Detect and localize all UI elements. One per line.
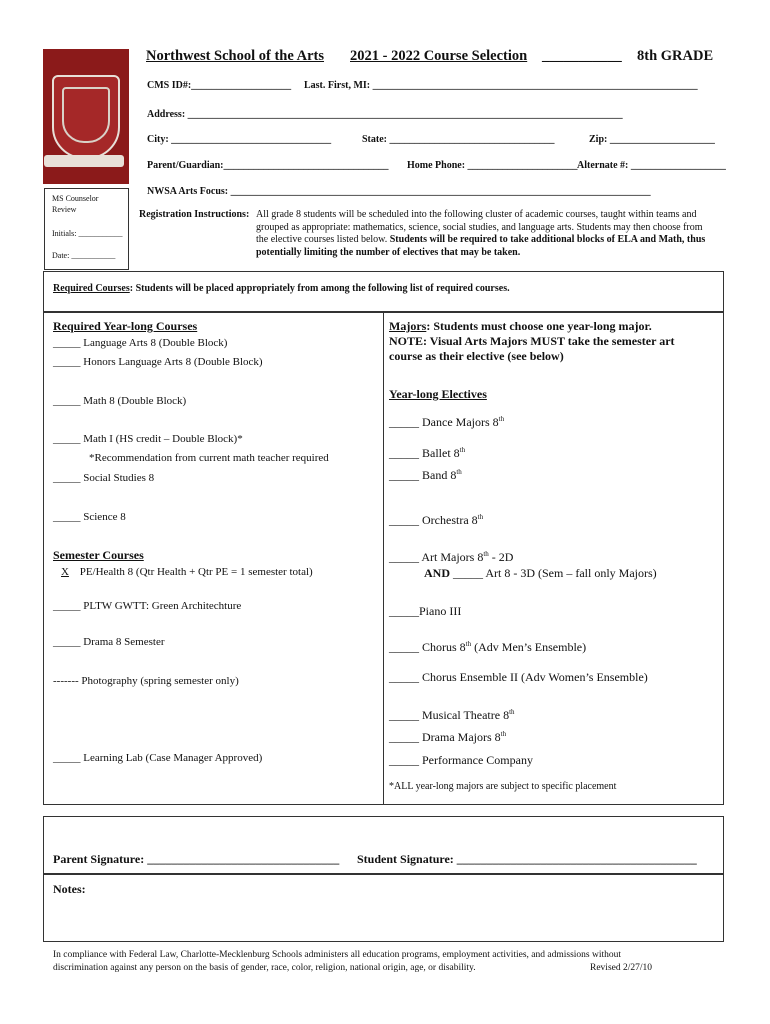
elective-band[interactable]: _____ Band 8th — [389, 468, 462, 482]
cms-id-field[interactable]: CMS ID#:____________________ — [147, 80, 292, 91]
school-logo — [43, 49, 129, 184]
math-recommendation-note: *Recommendation from current math teacher required — [89, 452, 329, 464]
course-math-1[interactable]: _____ Math I (HS credit – Double Block)* — [53, 433, 243, 445]
course-pe-health[interactable]: X PE/Health 8 (Qtr Health + Qtr PE = 1 semester total) — [53, 566, 313, 578]
zip-field[interactable]: Zip: _____________________ — [589, 134, 715, 145]
elective-drama-majors[interactable]: _____ Drama Majors 8th — [389, 730, 507, 744]
footer-compliance-line1: In compliance with Federal Law, Charlotte-Mecklenburg Schools administers all education programs, employment activities, and admissions without — [53, 950, 622, 960]
required-courses-label: Required Courses — [53, 283, 130, 294]
signature-box — [43, 816, 724, 874]
course-selection-title: 2021 - 2022 Course Selection — [350, 48, 528, 64]
yearlong-courses-title: Required Year-long Courses — [53, 319, 198, 333]
elective-musical-theatre[interactable]: _____ Musical Theatre 8th — [389, 708, 515, 722]
course-drama-semester[interactable]: _____ Drama 8 Semester — [53, 636, 165, 648]
course-social-studies[interactable]: _____ Social Studies 8 — [53, 472, 155, 484]
address-field[interactable]: Address: _______________________________________________________________________________________ — [147, 109, 623, 120]
semester-courses-title: Semester Courses — [53, 548, 144, 562]
parent-signature-field[interactable]: Parent Signature: ________________________________ — [53, 852, 340, 866]
majors-placement-note: *ALL year-long majors are subject to specific placement — [389, 781, 617, 792]
state-field[interactable]: State: _________________________________ — [362, 134, 555, 145]
counselor-initials-field[interactable]: Initials: ___________ — [52, 229, 123, 238]
crest-icon — [52, 75, 120, 159]
course-pltw[interactable]: _____ PLTW GWTT: Green Architechture — [53, 600, 242, 612]
counselor-review-box — [44, 188, 129, 270]
pe-selected-mark: X — [61, 566, 69, 578]
counselor-title: MS Counselor — [52, 194, 99, 203]
parent-guardian-field[interactable]: Parent/Guardian:_________________________________ — [147, 160, 389, 171]
registration-text: All grade 8 students will be scheduled into the following cluster of academic courses, taught within teams and grouped as appropriate: mathematics, science, social studies, and language arts. Students may then choose from the elective courses listed below. Students will be required to take additional blocks of ELA and Math, thus potentially limiting the number of electives that may be taken. — [256, 209, 706, 258]
required-courses-text: : Students will be placed appropriately from among the following list of required courses. — [129, 283, 510, 294]
school-name: Northwest School of the Arts — [146, 48, 325, 64]
city-field[interactable]: City: ________________________________ — [147, 134, 332, 145]
course-learning-lab[interactable]: _____ Learning Lab (Case Manager Approved) — [53, 752, 263, 764]
required-courses-box — [43, 271, 724, 312]
elective-piano[interactable]: _____Piano III — [389, 604, 462, 618]
yearlong-electives-title: Year-long Electives — [389, 387, 487, 401]
alternate-phone-field[interactable]: Alternate #: ___________________ — [577, 160, 726, 171]
notes-box[interactable] — [43, 874, 724, 942]
elective-art-2d[interactable]: _____ Art Majors 8th - 2D — [389, 550, 514, 564]
course-photography[interactable]: ------- Photography (spring semester only) — [53, 675, 239, 687]
header-blank: ___________ — [542, 48, 622, 64]
footer-compliance-line2: discrimination against any person on the basis of gender, race, color, religion, national origin, age, or disability. — [53, 963, 476, 973]
majors-instructions: Majors: Students must choose one year-long major. NOTE: Visual Arts Majors MUST take the semester art course as their elective (see below) — [389, 319, 675, 363]
elective-dance[interactable]: _____ Dance Majors 8th — [389, 415, 505, 429]
notes-label: Notes: — [53, 882, 86, 896]
course-science[interactable]: _____ Science 8 — [53, 511, 126, 523]
home-phone-field[interactable]: Home Phone: ______________________ — [407, 160, 578, 171]
name-field[interactable]: Last. First, MI: _________________________________________________________________ — [304, 80, 698, 91]
course-math-8[interactable]: _____ Math 8 (Double Block) — [53, 395, 187, 407]
elective-ballet[interactable]: _____ Ballet 8th — [389, 446, 466, 460]
elective-chorus-ensemble[interactable]: _____ Chorus Ensemble II (Adv Women’s Ensemble) — [389, 670, 648, 684]
student-signature-field[interactable]: Student Signature: ________________________________________ — [357, 852, 697, 866]
footer-revised: Revised 2/27/10 — [590, 963, 653, 973]
arts-focus-field[interactable]: NWSA Arts Focus: ____________________________________________________________________________________ — [147, 186, 651, 197]
column-divider — [383, 312, 384, 805]
elective-orchestra[interactable]: _____ Orchestra 8th — [389, 513, 484, 527]
course-honors-language-arts[interactable]: _____ Honors Language Arts 8 (Double Block) — [53, 356, 263, 368]
grade-label: 8th GRADE — [637, 48, 714, 64]
registration-label: Registration Instructions: — [139, 209, 250, 220]
counselor-date-field[interactable]: Date: ___________ — [52, 251, 116, 260]
elective-art-3d[interactable]: AND _____ Art 8 - 3D (Sem – fall only Majors) — [424, 566, 657, 580]
elective-chorus[interactable]: _____ Chorus 8th (Adv Men’s Ensemble) — [389, 640, 587, 654]
course-language-arts[interactable]: _____ Language Arts 8 (Double Block) — [53, 337, 228, 349]
elective-performance-company[interactable]: _____ Performance Company — [389, 753, 533, 767]
counselor-review-label: Review — [52, 205, 77, 214]
